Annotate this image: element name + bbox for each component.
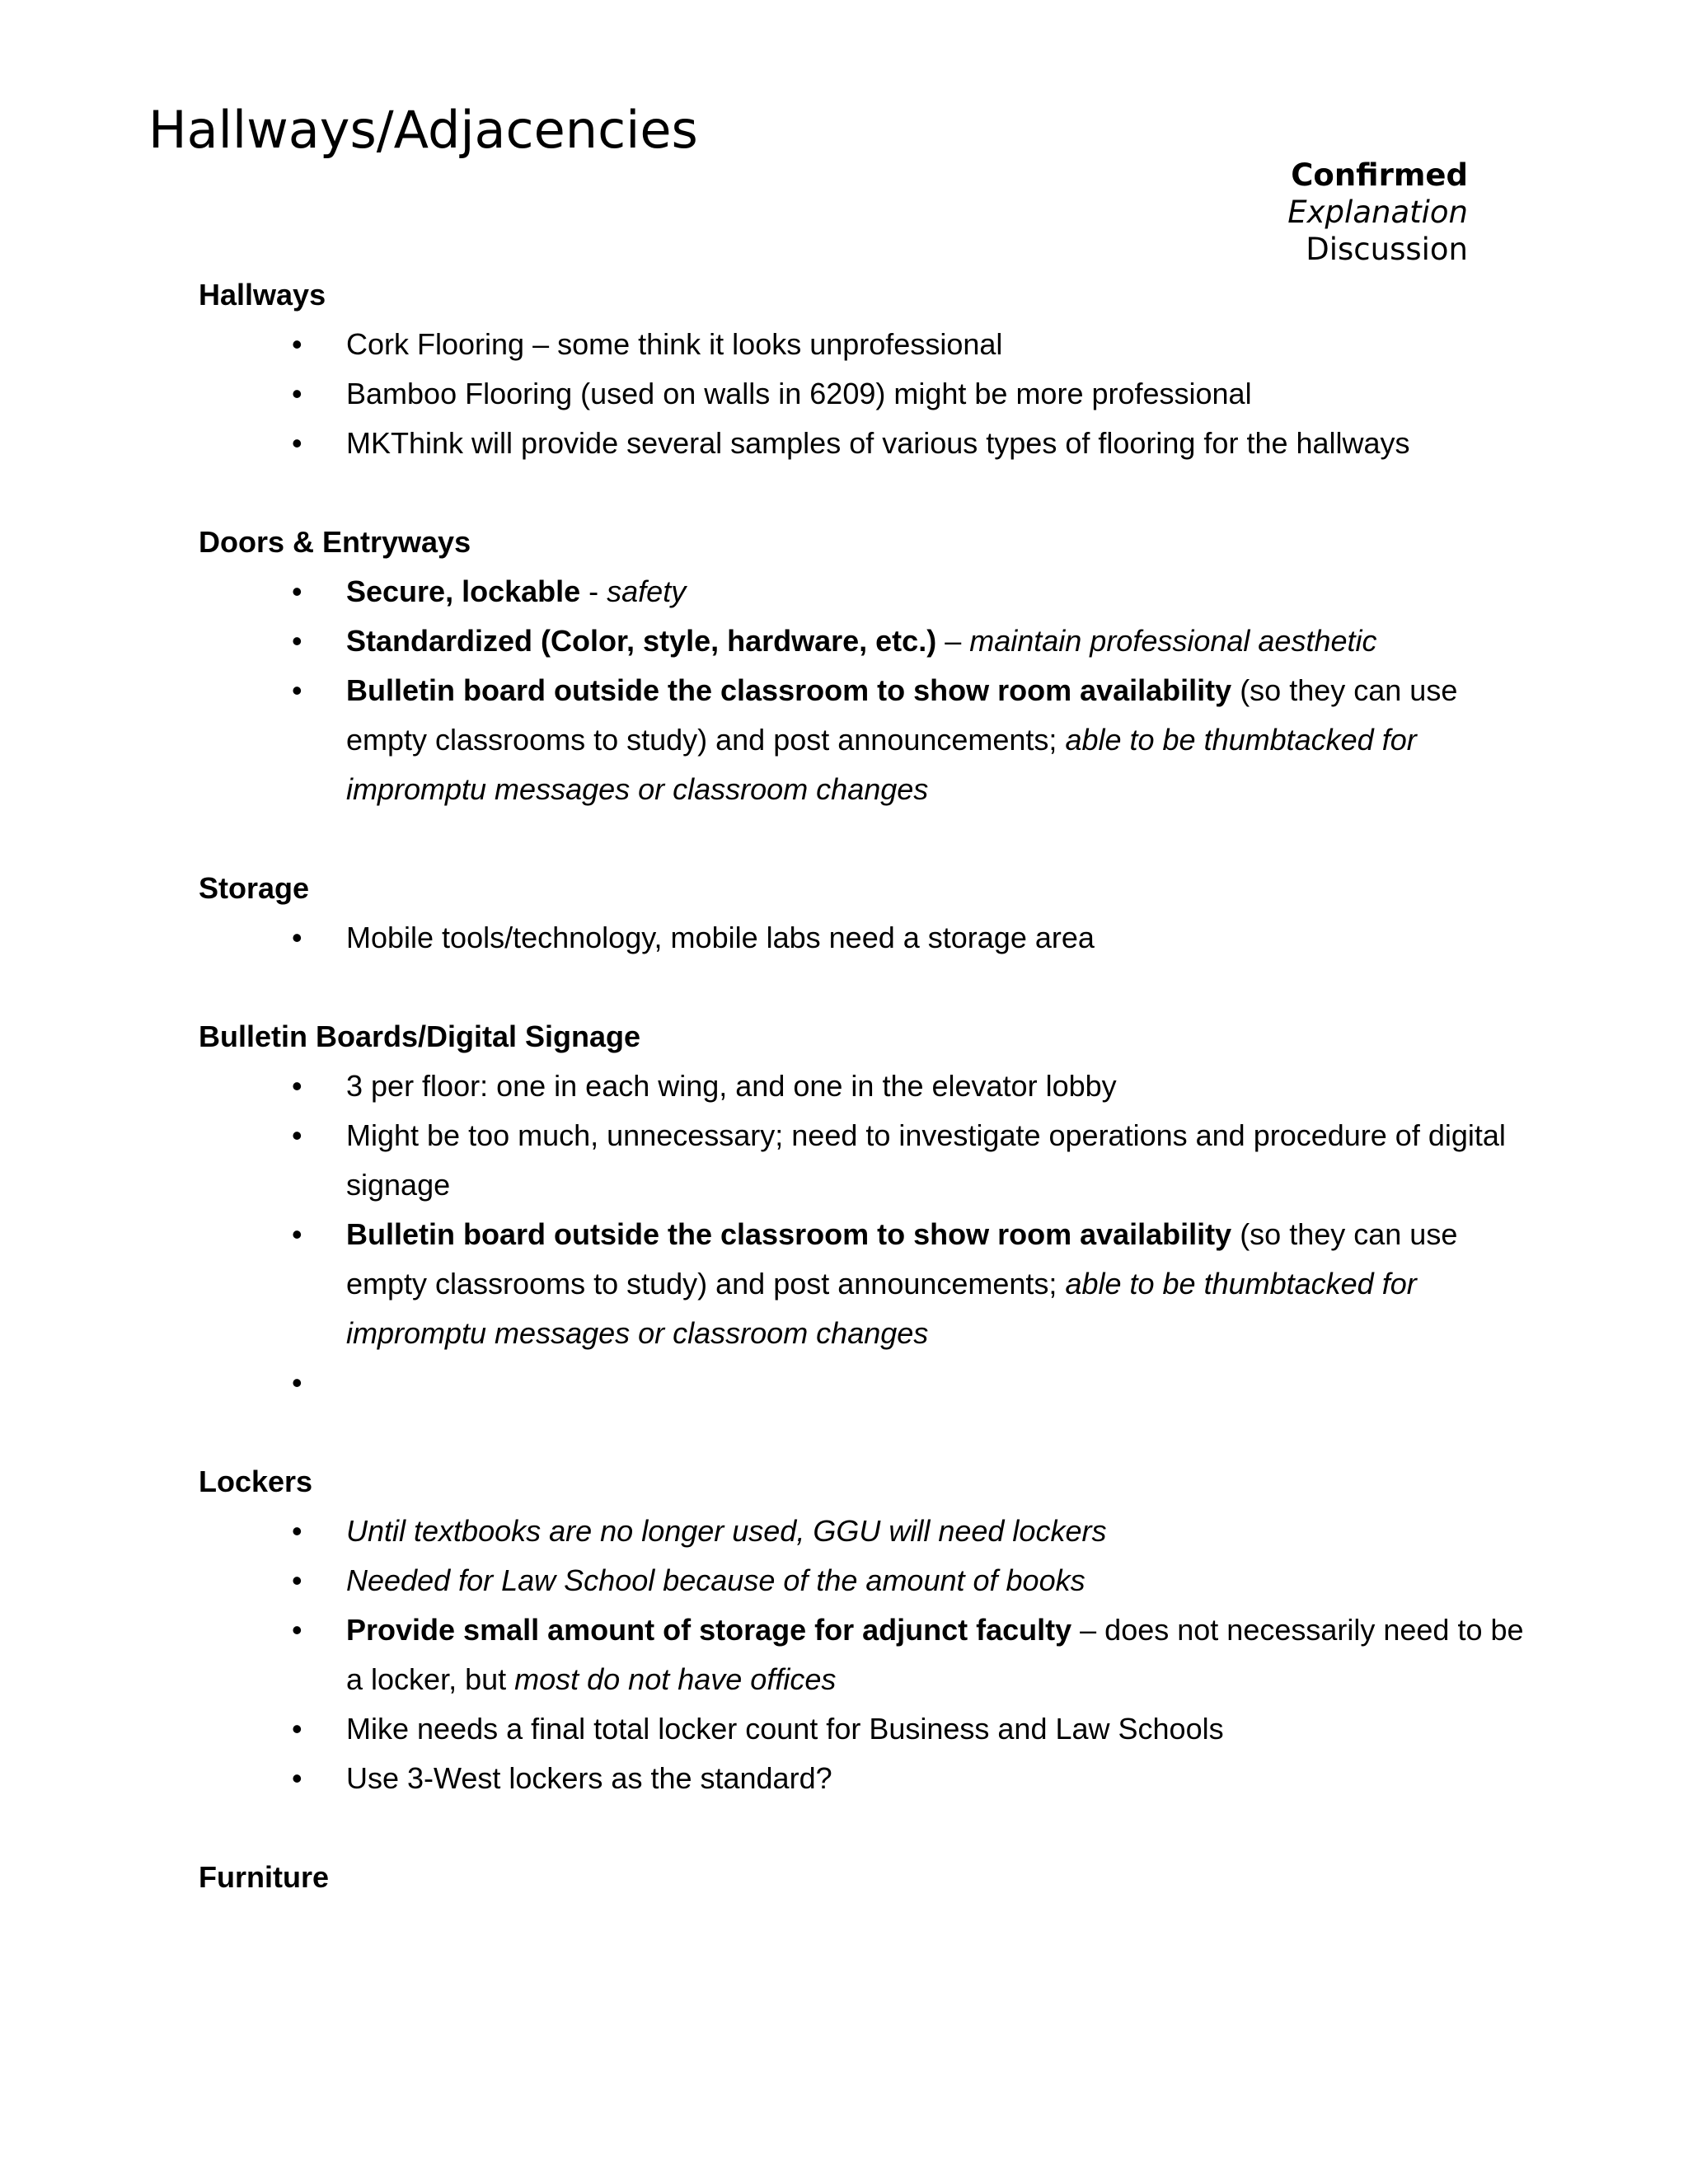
item-text: MKThink will provide several samples of various types of flooring for the hallways	[346, 426, 1410, 460]
bullet-icon: •	[292, 624, 302, 658]
item-text: Mobile tools/technology, mobile labs need a storage area	[346, 921, 1095, 954]
section-heading: Storage	[199, 871, 310, 905]
list-item-empty	[199, 1358, 1533, 1408]
section-doors-entryways	[199, 518, 1517, 814]
section-heading: Lockers	[199, 1465, 313, 1498]
list-item	[199, 616, 1533, 666]
item-italic-text: Needed for Law School because of the amount of books	[346, 1563, 1085, 1597]
legend-explanation: Explanation	[1287, 194, 1468, 230]
legend-confirmed: Confirmed	[1291, 157, 1468, 193]
list-item	[199, 1210, 1533, 1358]
section-heading: Doors & Entryways	[199, 525, 471, 559]
item-text: –	[936, 624, 970, 658]
section-lockers	[199, 1457, 1524, 1803]
list-item	[199, 1754, 1533, 1803]
list-item	[199, 666, 1533, 814]
item-bold-text: Secure, lockable	[346, 574, 581, 608]
item-text: – does not necessarily need to be a locker, but	[346, 1613, 1524, 1696]
bullet-icon: •	[292, 1613, 302, 1647]
bullet-icon: •	[292, 327, 302, 361]
bullet-icon: •	[292, 574, 302, 608]
item-bold-text: Provide small amount of storage for adjunct faculty	[346, 1613, 1072, 1647]
section-heading: Bulletin Boards/Digital Signage	[199, 1019, 641, 1053]
item-text: Use 3-West lockers as the standard?	[346, 1761, 832, 1795]
section-bulletin-boards	[199, 1012, 1517, 1408]
section-heading: Furniture	[199, 1860, 329, 1894]
list-item	[199, 1507, 1533, 1556]
item-text: -	[580, 574, 607, 608]
bullet-icon: •	[292, 1712, 302, 1746]
item-italic-text: able to be thumbtacked for impromptu messages or classroom changes	[346, 723, 1417, 806]
list-item	[199, 1704, 1533, 1754]
item-text: 3 per floor: one in each wing, and one in the elevator lobby	[346, 1069, 1117, 1103]
bullet-icon: •	[292, 1514, 302, 1548]
legend-discussion: Discussion	[1306, 232, 1468, 267]
list-item	[199, 369, 1533, 419]
bullet-list	[199, 567, 1517, 814]
section-hallways	[199, 270, 1517, 468]
item-text: Might be too much, unnecessary; need to investigate operations and procedure of digital signage	[346, 1118, 1506, 1202]
list-item	[199, 913, 1533, 963]
bullet-icon: •	[292, 921, 302, 954]
bullet-icon: •	[292, 1118, 302, 1152]
list-item	[199, 1605, 1533, 1704]
bullet-icon: •	[292, 1366, 302, 1399]
item-bold-text: Bulletin board outside the classroom to show room availability	[346, 673, 1232, 707]
item-italic-text: most do not have offices	[514, 1662, 837, 1696]
bullet-icon: •	[292, 1069, 302, 1103]
list-item	[199, 320, 1533, 369]
item-text: Cork Flooring – some think it looks unprofessional	[346, 327, 1003, 361]
section-heading: Hallways	[199, 278, 326, 312]
bullet-icon: •	[292, 673, 302, 707]
item-text: (so they can use empty classrooms to study) and post announcements;	[346, 673, 1458, 757]
bullet-list	[199, 913, 1517, 963]
bullet-icon: •	[292, 1761, 302, 1795]
item-bold-text: Standardized (Color, style, hardware, etc.)	[346, 624, 937, 658]
bullet-list	[199, 320, 1517, 468]
bullet-list	[199, 1062, 1517, 1408]
list-item	[199, 1111, 1533, 1210]
list-item	[199, 567, 1533, 616]
section-furniture	[199, 1853, 1517, 1902]
page-title: Hallways/Adjacencies	[148, 100, 698, 160]
bullet-icon: •	[292, 426, 302, 460]
section-storage	[199, 864, 1517, 963]
list-item	[199, 419, 1533, 468]
bullet-icon: •	[292, 1217, 302, 1251]
item-italic-text: maintain professional aesthetic	[969, 624, 1377, 658]
bullet-icon: •	[292, 1563, 302, 1597]
item-bold-text: Bulletin board outside the classroom to show room availability	[346, 1217, 1232, 1251]
item-italic-text: Until textbooks are no longer used, GGU will need lockers	[346, 1514, 1107, 1548]
document-body	[199, 270, 1524, 1902]
list-item	[199, 1556, 1533, 1605]
bullet-list	[199, 1507, 1524, 1803]
item-text: Bamboo Flooring (used on walls in 6209) might be more professional	[346, 377, 1252, 410]
item-italic-text: safety	[607, 574, 687, 608]
item-text: (so they can use empty classrooms to study) and post announcements;	[346, 1217, 1458, 1301]
legend	[1287, 157, 1468, 268]
item-text: Mike needs a final total locker count for Business and Law Schools	[346, 1712, 1224, 1746]
list-item	[199, 1062, 1533, 1111]
bullet-icon: •	[292, 377, 302, 410]
item-italic-text: able to be thumbtacked for impromptu messages or classroom changes	[346, 1267, 1417, 1350]
